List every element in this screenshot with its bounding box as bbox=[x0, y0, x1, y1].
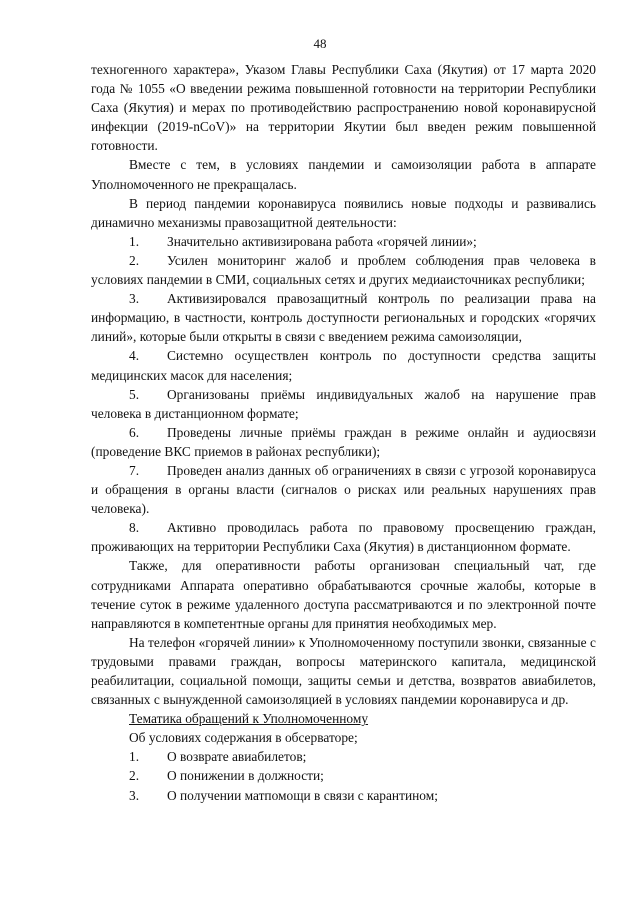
paragraph-special-chat: Также, для оперативности работы организован специальный чат, где сотрудниками Аппарата оперативно обрабатываются срочные жалобы, которые в течение суток в режиме удаленного доступа рассматриваются и по электронной почте направляются в компетентные органы для принятия необходимых мер. bbox=[91, 558, 596, 631]
measures-list bbox=[91, 232, 596, 557]
topics-heading: Тематика обращений к Уполномоченному bbox=[129, 711, 369, 727]
list-item-number: 6. bbox=[129, 424, 140, 440]
list-item-number: 1. bbox=[129, 233, 140, 249]
paragraph-new-approaches: В период пандемии коронавируса появились новые подходы и развивались динамично механизмы правозащитной деятельности: bbox=[91, 195, 596, 230]
list-item bbox=[91, 232, 596, 251]
list-item-text: О возврате авиабилетов; bbox=[167, 749, 307, 765]
paragraph-decree: техногенного характера», Указом Главы Республики Саха (Якутия) от 17 марта 2020 года № 1055 «О введении режима повышенной готовности на территории Республики Саха (Якутия) и мерах по противодействию распространению новой коронавирусной инфекции (2019-nCoV)» на территории Якутии был введен режим повышенной готовности. bbox=[91, 62, 596, 154]
list-item bbox=[91, 385, 596, 423]
list-item-text: Активизировался правозащитный контроль по реализации права на информацию, в частности, контроль доступности региональных и городских «горячих линий», которые были открыты в связи с введением режима самоизоляции, bbox=[91, 291, 596, 345]
list-item-text: Усилен мониторинг жалоб и проблем соблюдения прав человека в условиях пандемии в СМИ, социальных сетях и других медиаисточниках республики; bbox=[91, 252, 596, 288]
list-item-number: 1. bbox=[129, 749, 140, 765]
list-item-number: 3. bbox=[129, 787, 140, 803]
list-item bbox=[91, 747, 596, 766]
list-item-number: 3. bbox=[129, 291, 140, 307]
list-item bbox=[91, 251, 596, 289]
list-item-number: 4. bbox=[129, 348, 140, 364]
page-number: 48 bbox=[313, 36, 327, 51]
list-item-number: 8. bbox=[129, 520, 140, 536]
list-item-text: Проведен анализ данных об ограничениях в связи с угрозой коронавируса и обращения в органы власти (сигналов о рисках или реальных нарушениях прав человека). bbox=[91, 462, 596, 517]
list-item-text: Проведены личные приёмы граждан в режиме онлайн и аудиосвязи (проведение ВКС приемов в районах республики); bbox=[91, 424, 596, 459]
list-item-text: Системно осуществлен контроль по доступности средства защиты медицинских масок для населения; bbox=[91, 348, 596, 383]
list-item-number: 2. bbox=[129, 252, 140, 268]
topics-list bbox=[91, 747, 596, 804]
list-item-text: Значительно активизирована работа «горячей линии»; bbox=[167, 233, 477, 249]
list-item-text: Организованы приёмы индивидуальных жалоб на нарушение прав человека в дистанционном формате; bbox=[91, 386, 596, 421]
list-item-number: 5. bbox=[129, 386, 140, 402]
document-body bbox=[91, 60, 596, 805]
list-item-number: 2. bbox=[129, 768, 140, 784]
list-item-number: 7. bbox=[129, 462, 140, 478]
list-item bbox=[91, 423, 596, 461]
list-item bbox=[91, 289, 596, 346]
list-item-text: О понижении в должности; bbox=[167, 768, 324, 784]
list-item bbox=[91, 786, 596, 805]
list-item-text: О получении матпомощи в связи с карантином; bbox=[167, 787, 438, 803]
list-item-text: Активно проводилась работа по правовому просвещению граждан, проживающих на территории Республики Саха (Якутия) в дистанционном формате. bbox=[91, 520, 596, 555]
list-item bbox=[91, 518, 596, 556]
list-item bbox=[91, 461, 596, 518]
list-item bbox=[91, 766, 596, 785]
topics-subheading: Об условиях содержания в обсерваторе; bbox=[129, 730, 358, 746]
paragraph-hotline-calls: На телефон «горячей линии» к Уполномоченному поступили звонки, связанные с трудовыми правами граждан, вопросы материнского капитала, медицинской реабилитации, социальной помощи, защиты семьи и детства, возвратов авиабилетов, связанных с вынужденной самоизоляцией в условиях пандемии коронавируса и др. bbox=[91, 634, 596, 708]
list-item bbox=[91, 346, 596, 384]
paragraph-work-continued: Вместе с тем, в условиях пандемии и самоизоляции работа в аппарате Уполномоченного не прекращалась. bbox=[91, 157, 596, 192]
